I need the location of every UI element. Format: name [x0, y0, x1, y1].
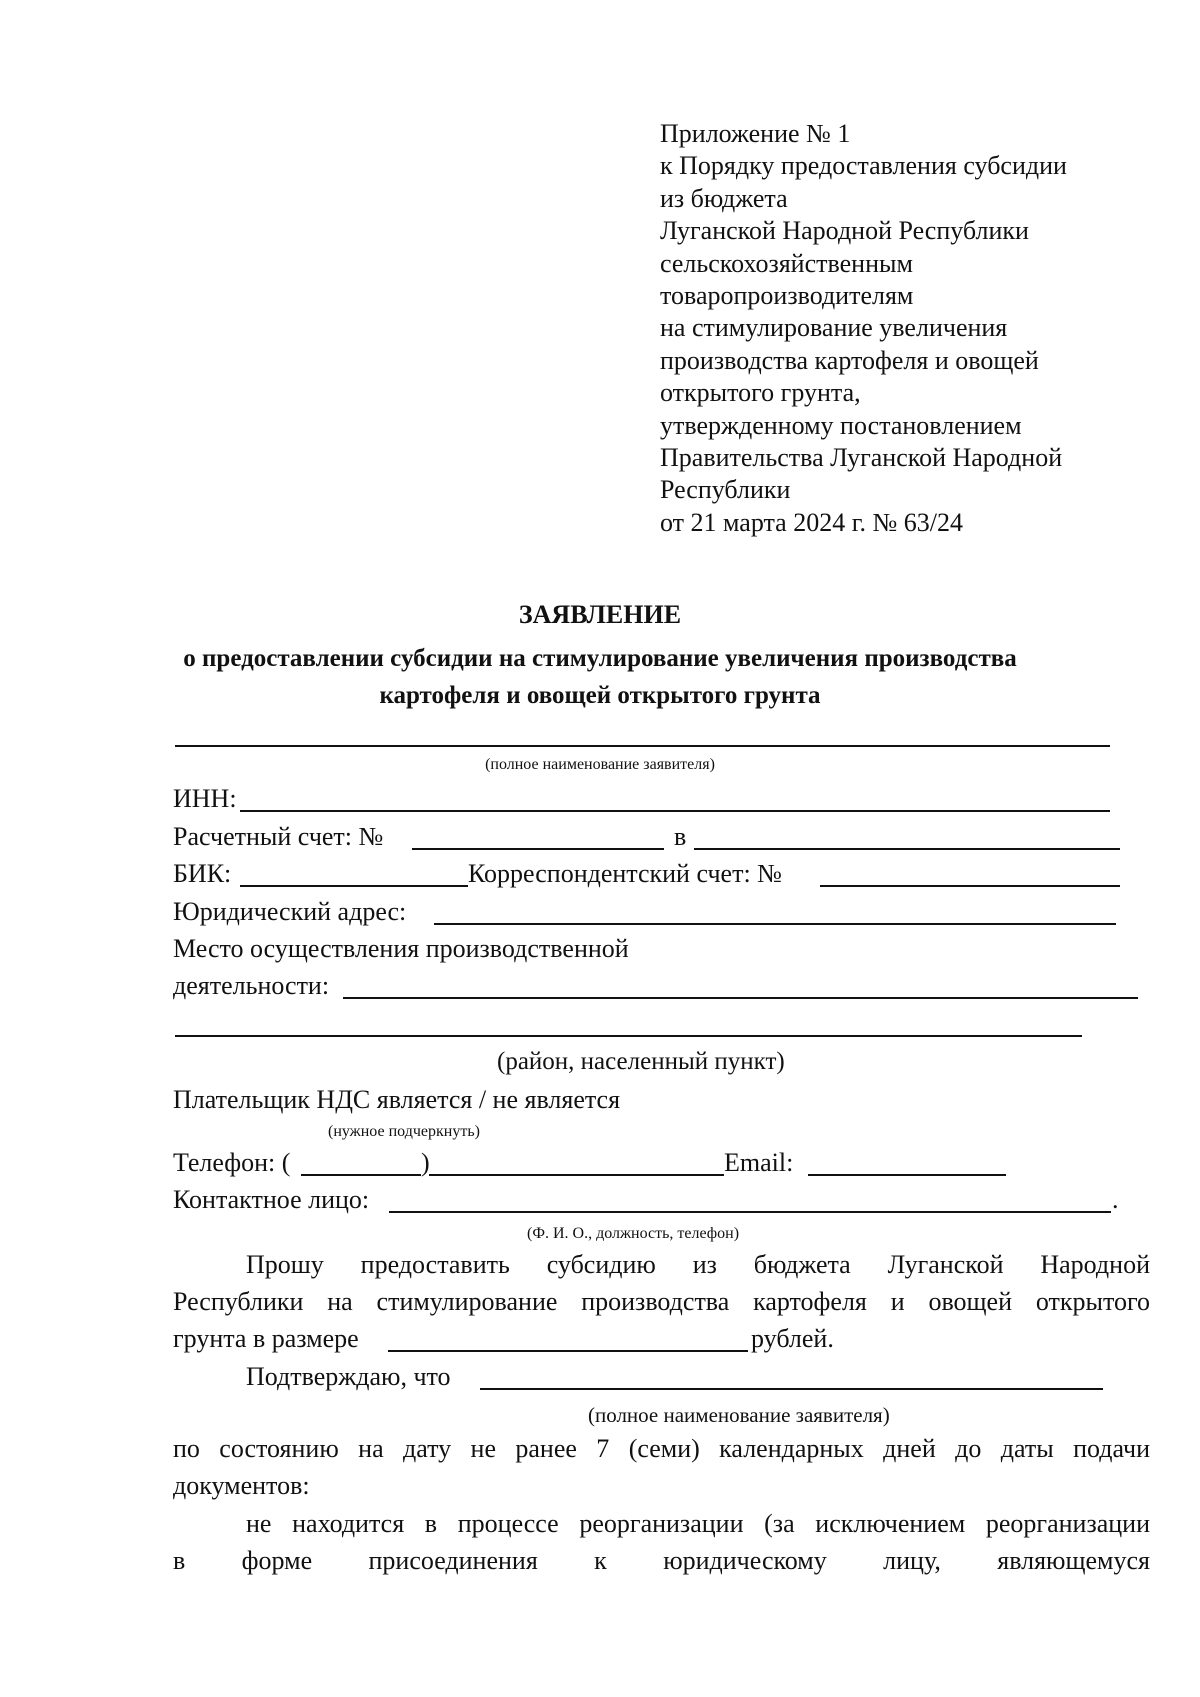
- reorganization-text-line1: не находится в процессе реорганизации (за исключением реорганизации: [246, 1509, 1150, 1538]
- production-place-label-line2: деятельности:: [173, 971, 330, 1000]
- bik-field[interactable]: [240, 885, 468, 887]
- applicant-name-field[interactable]: [175, 745, 1110, 747]
- status-text-line1: по состоянию на дату не ранее 7 (семи) календарных дней до даты подачи: [173, 1434, 1150, 1463]
- applicant-name-caption: (полное наименование заявителя): [485, 756, 715, 773]
- account-label: Расчетный счет: №: [173, 822, 384, 851]
- request-text-line2: Республики на стимулирование производства картофеля и овощей открытого: [173, 1287, 1150, 1316]
- appendix-line: к Порядку предоставления субсидии: [660, 151, 1067, 181]
- production-place-label-line1: Место осуществления производственной: [173, 934, 629, 963]
- appendix-line: на стимулирование увеличения: [660, 313, 1008, 343]
- inn-label: ИНН:: [173, 784, 237, 813]
- bank-name-field[interactable]: [694, 848, 1120, 850]
- appendix-line: производства картофеля и овощей: [660, 345, 1039, 375]
- bik-label: БИК:: [173, 859, 232, 888]
- appendix-line: товаропроизводителям: [660, 280, 914, 310]
- legal-address-field[interactable]: [434, 923, 1116, 925]
- appendix-line: из бюджета: [660, 183, 788, 213]
- production-place-field-continued[interactable]: [175, 1035, 1082, 1037]
- confirm-applicant-name-field[interactable]: [480, 1388, 1103, 1390]
- email-label: Email:: [724, 1148, 794, 1177]
- inn-field[interactable]: [240, 810, 1110, 812]
- appendix-line: сельскохозяйственным: [660, 248, 913, 278]
- contact-person-label: Контактное лицо:: [173, 1185, 370, 1214]
- district-caption: (район, населенный пункт): [497, 1048, 785, 1075]
- document-subtitle-line1: о предоставлении субсидии на стимулирование увеличения производства: [183, 645, 1017, 672]
- request-text-line3-start: грунта в размере: [173, 1324, 359, 1353]
- contact-person-period: .: [1112, 1185, 1119, 1214]
- contact-person-field[interactable]: [389, 1211, 1111, 1213]
- phone-area-code-field[interactable]: [301, 1174, 421, 1176]
- vat-payer-text[interactable]: Плательщик НДС является / не является: [173, 1085, 621, 1114]
- reorganization-text-line2: в форме присоединения к юридическому лицу, являющемуся: [173, 1546, 1150, 1575]
- request-text-line3-end: рублей.: [751, 1324, 834, 1353]
- appendix-line: Республики: [660, 475, 791, 505]
- corr-account-label: Корреспондентский счет: №: [468, 859, 782, 888]
- phone-number-field[interactable]: [429, 1174, 724, 1176]
- phone-label: Телефон: (: [173, 1148, 291, 1177]
- document-title: ЗАЯВЛЕНИЕ: [518, 600, 682, 629]
- request-text-line1: Прошу предоставить субсидию из бюджета Луганской Народной: [246, 1250, 1150, 1279]
- status-text-line2: документов:: [173, 1471, 310, 1500]
- contact-person-caption: (Ф. И. О., должность, телефон): [527, 1225, 740, 1242]
- appendix-line: Луганской Народной Республики: [660, 216, 1029, 246]
- appendix-line: Правительства Луганской Народной: [660, 442, 1063, 472]
- legal-address-label: Юридический адрес:: [173, 897, 407, 926]
- vat-payer-caption: (нужное подчеркнуть): [328, 1123, 480, 1140]
- appendix-line: Приложение № 1: [660, 119, 851, 148]
- account-in-label: в: [674, 822, 687, 851]
- account-number-field[interactable]: [412, 848, 664, 850]
- appendix-reference: [660, 118, 1160, 539]
- production-place-field[interactable]: [343, 997, 1138, 999]
- subsidy-amount-field[interactable]: [388, 1350, 748, 1352]
- appendix-line: открытого грунта,: [660, 378, 861, 408]
- confirm-applicant-caption: (полное наименование заявителя): [588, 1403, 890, 1427]
- corr-account-field[interactable]: [820, 885, 1120, 887]
- email-field[interactable]: [808, 1174, 1006, 1176]
- appendix-line: утвержденному постановлением: [660, 410, 1022, 440]
- document-subtitle-line2: картофеля и овощей открытого грунта: [379, 682, 821, 709]
- appendix-line: от 21 марта 2024 г. № 63/24: [660, 507, 963, 537]
- phone-close-paren: ): [421, 1148, 430, 1177]
- confirm-label: Подтверждаю, что: [246, 1362, 451, 1391]
